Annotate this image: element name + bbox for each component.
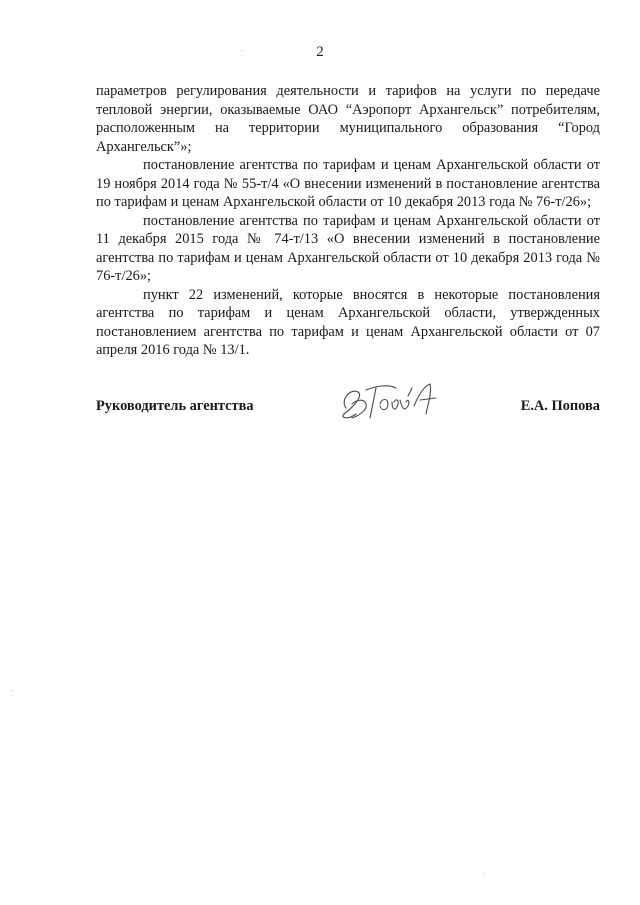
document-body: [96, 82, 600, 360]
paragraph-continuation: параметров регулирования деятельности и тарифов на услуги по передаче тепловой энергии, оказываемые ОАО “Аэропорт Архангельск” потребителям, расположенным на территории муниципального образования “Город Архангельск”»;: [96, 83, 600, 155]
paragraph-resolution-2014: постановление агентства по тарифам и ценам Архангельской области от 19 ноября 2014 года № 55-т/4 «О внесении изменений в постановление агентства по тарифам и ценам Архангельской области от 10 декабря 2013 года № 76-т/26»;: [96, 157, 600, 210]
signatory-name: Е.А. Попова: [520, 398, 600, 414]
handwritten-signature: [336, 378, 448, 426]
page-number: 2: [316, 44, 324, 60]
paragraph-item-22: пункт 22 изменений, которые вносятся в некоторые постановления агентства по тарифам и ценам Архангельской области, утвержденных постановлением агентства по тарифам и ценам Архангельской области от 07 апреля 2016 года № 13/1.: [96, 286, 600, 358]
scan-speck: [11, 690, 12, 691]
paragraph-resolution-2015: постановление агентства по тарифам и ценам Архангельской области от 11 декабря 2015 года № 74-т/13 «О внесении изменений в постановление агентства по тарифам и ценам Архангельской области от 10 декабря 2013 года № 76-т/26»;: [96, 212, 600, 284]
signature-block: [96, 378, 600, 428]
scan-speck: [483, 873, 484, 874]
signatory-title: Руководитель агентства: [96, 398, 254, 414]
scan-speck: [241, 50, 242, 51]
